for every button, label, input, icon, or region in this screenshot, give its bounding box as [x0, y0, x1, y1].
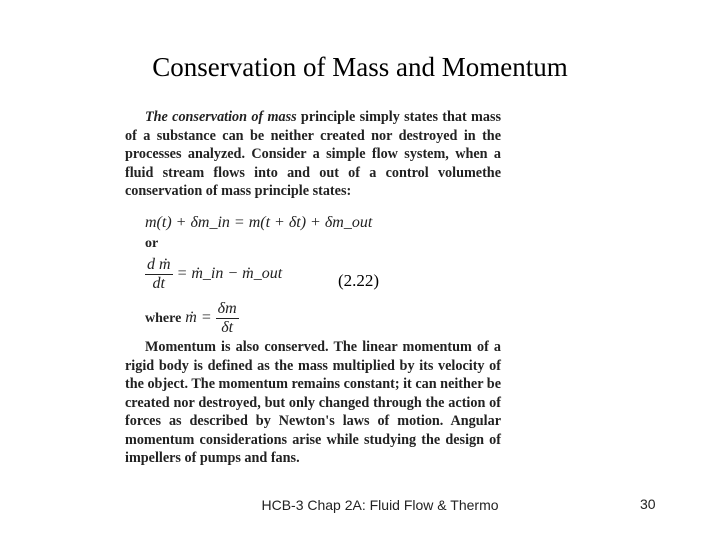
rate-denominator: dt	[152, 275, 165, 292]
equation-number: (2.22)	[338, 271, 380, 290]
momentum-paragraph	[125, 338, 501, 468]
mass-equation: m(t) + δm_in = m(t + δt) + δm_out	[145, 214, 373, 231]
mass-text: principle simply states that mass of a substance can be neither created nor destroyed in the processes analyzed. Consider a simple flow system, when a fluid stream flows into and out of a control volumethe conservation of mass principle states:	[125, 109, 501, 199]
page-number: 30	[640, 496, 656, 512]
momentum-text: is also conserved. The linear momentum of a rigid body is defined as the mass multiplied by its velocity of the object. The momentum remains constant; it can neither be created nor destroyed, but only changed through the action of forces as described by Newton's laws of motion. Angular momentum considerations arise while studying the design of impellers of pumps and fans.	[125, 339, 501, 466]
mdot-lhs: ṁ =	[185, 309, 212, 327]
mass-paragraph	[125, 108, 501, 201]
slide-title: Conservation of Mass and Momentum	[152, 52, 568, 82]
or-label: or	[145, 236, 159, 251]
momentum-term: Momentum	[145, 339, 216, 355]
mdot-numerator: δm	[217, 300, 237, 317]
footer: HCB-3 Chap 2A: Fluid Flow & Thermo	[261, 497, 499, 513]
mass-term: The conservation of mass	[145, 109, 297, 125]
where-label: where	[145, 311, 182, 327]
mdot-definition	[145, 300, 239, 337]
rate-numerator: d ṁ	[147, 256, 171, 273]
mdot-denominator: δt	[221, 319, 234, 336]
rate-rhs: = ṁ_in − ṁ_out	[176, 265, 283, 283]
rate-equation	[145, 256, 282, 293]
